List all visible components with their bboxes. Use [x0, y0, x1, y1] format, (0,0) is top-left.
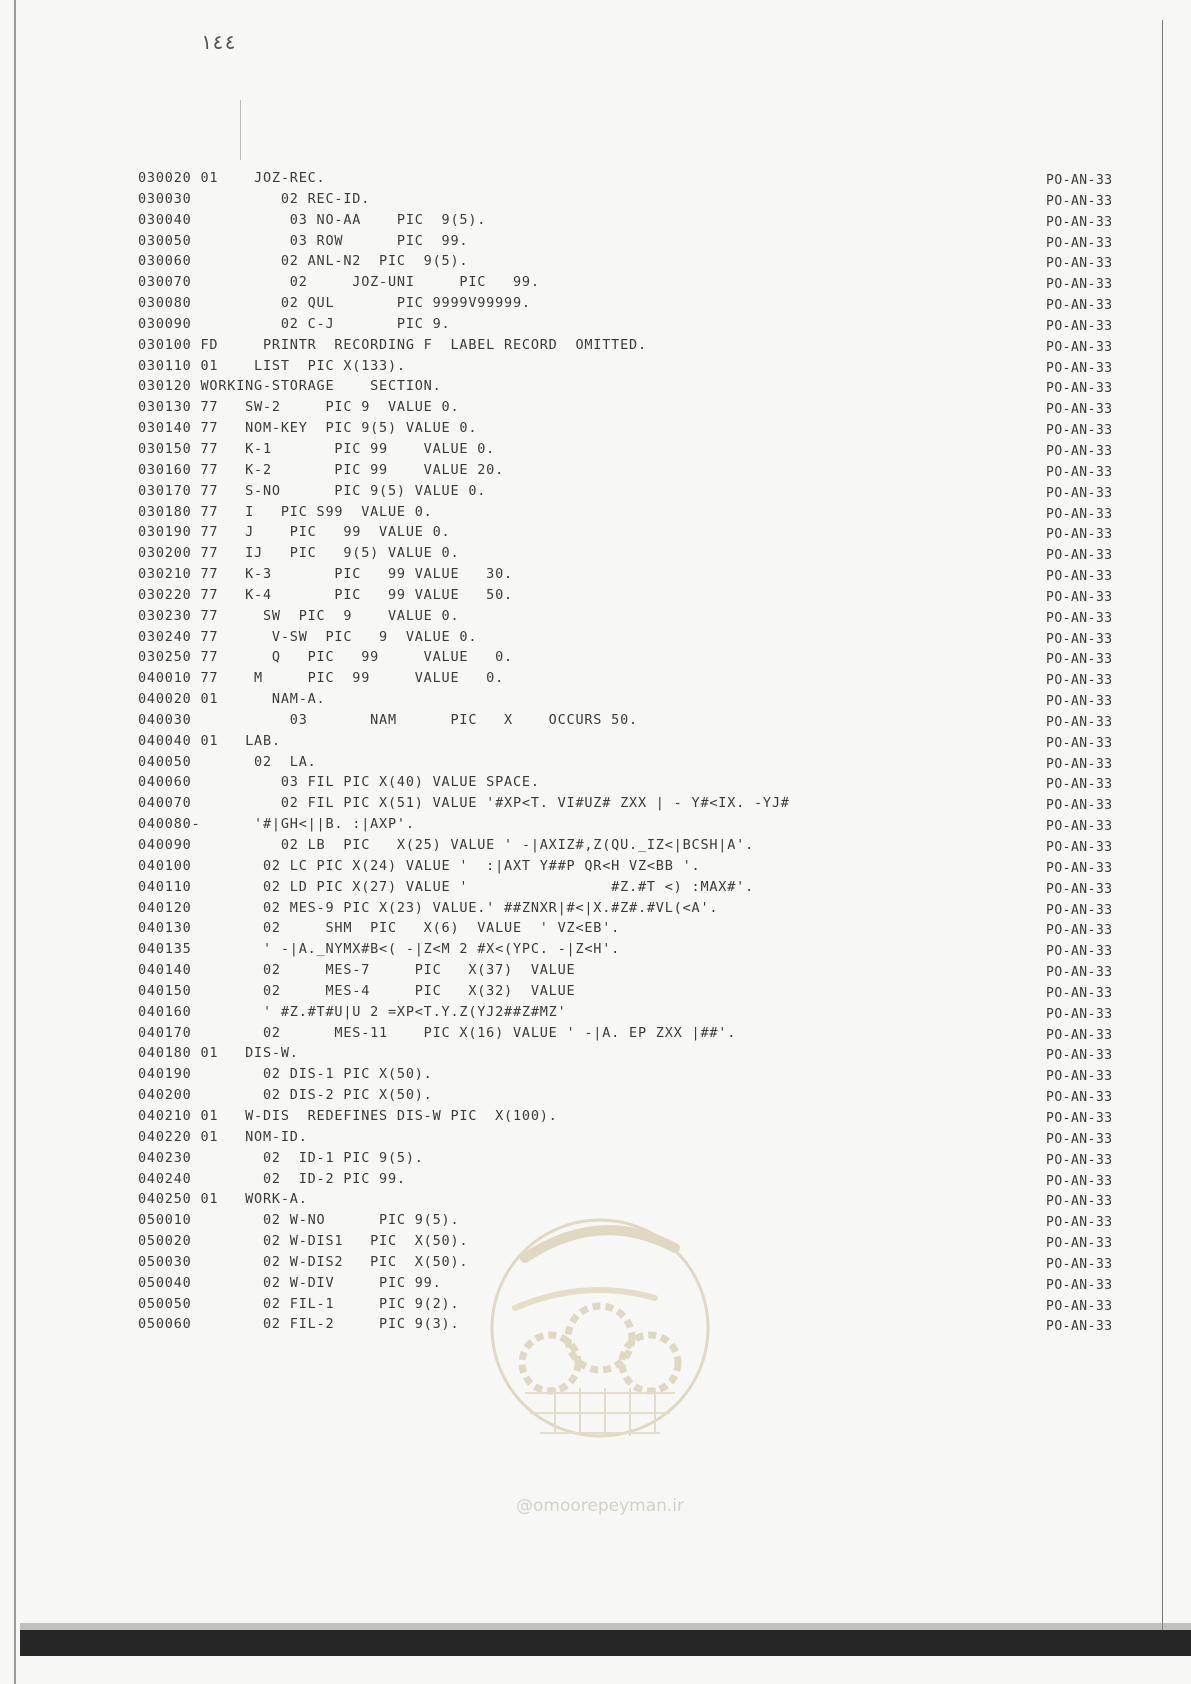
code-text: 040090 02 LB PIC X(25) VALUE ' -|AXIZ#,Z(QU._IZ<|BCSH|A'.	[138, 837, 755, 853]
code-line	[138, 668, 1158, 689]
code-text: 040180 01 DIS-W.	[138, 1045, 299, 1062]
program-id-tag: PO-AN-33	[1046, 339, 1113, 355]
watermark	[485, 1188, 715, 1538]
code-line	[138, 710, 1158, 731]
code-line	[138, 1169, 1158, 1190]
code-text: 040170 02 MES-11 PIC X(16) VALUE ' -|A. EP ZXX |##'.	[138, 1024, 737, 1041]
code-line	[138, 939, 1158, 960]
program-id-tag: PO-AN-33	[1046, 1090, 1113, 1106]
code-line	[138, 481, 1158, 502]
program-id-tag: PO-AN-33	[1046, 173, 1113, 188]
code-text: 040060 03 FIL PIC X(40) VALUE SPACE.	[138, 774, 540, 791]
scan-bottom-band	[20, 1630, 1191, 1656]
code-text: 050030 02 W-DIS2 PIC X(50).	[138, 1253, 469, 1270]
code-line	[138, 543, 1158, 564]
program-id-tag: PO-AN-33	[1046, 485, 1113, 501]
code-text: 030180 77 I PIC S99 VALUE 0.	[138, 503, 433, 520]
code-text: 030050 03 ROW PIC 99.	[138, 232, 469, 249]
code-line	[138, 918, 1158, 939]
code-line	[138, 1043, 1158, 1064]
code-text: 030250 77 Q PIC 99 VALUE 0.	[138, 649, 513, 666]
program-id-tag: PO-AN-33	[1046, 1006, 1113, 1022]
code-text: 040130 02 SHM PIC X(6) VALUE ' VZ<EB'.	[138, 920, 621, 937]
code-text: 040240 02 ID-2 PIC 99.	[138, 1170, 406, 1187]
code-text: 040100 02 LC PIC X(24) VALUE ' :|AXT Y##P QR<H VZ<BB '.	[138, 857, 701, 874]
code-text: 030130 77 SW-2 PIC 9 VALUE 0.	[138, 399, 460, 416]
program-id-tag: PO-AN-33	[1046, 527, 1113, 543]
code-text: 040030 03 NAM PIC X OCCURS 50.	[138, 711, 638, 728]
code-line	[138, 1106, 1158, 1127]
program-id-tag: PO-AN-33	[1046, 589, 1113, 605]
code-text: 040210 01 W-DIS REDEFINES DIS-W PIC X(100).	[138, 1107, 558, 1124]
code-line	[138, 1064, 1158, 1085]
code-line	[138, 502, 1158, 523]
program-id-tag: PO-AN-33	[1046, 610, 1113, 626]
code-text: 040040 01 LAB.	[138, 732, 281, 749]
program-id-tag: PO-AN-33	[1046, 360, 1113, 376]
program-id-tag: PO-AN-33	[1046, 714, 1113, 730]
program-id-tag: PO-AN-33	[1046, 1319, 1113, 1335]
code-text: 030210 77 K-3 PIC 99 VALUE 30.	[138, 566, 513, 583]
code-text: 030220 77 K-4 PIC 99 VALUE 50.	[138, 586, 513, 603]
program-id-tag: PO-AN-33	[1046, 1069, 1113, 1085]
code-text: 040140 02 MES-7 PIC X(37) VALUE	[138, 962, 576, 979]
program-id-tag: PO-AN-33	[1046, 569, 1113, 585]
code-line	[138, 627, 1158, 648]
code-line	[138, 981, 1158, 1002]
cobol-listing	[138, 168, 1158, 1335]
scan-left-edge	[14, 0, 16, 1684]
code-text: 030230 77 SW PIC 9 VALUE 0.	[138, 607, 460, 624]
program-id-tag: PO-AN-33	[1046, 1236, 1113, 1252]
code-text: 050020 02 W-DIS1 PIC X(50).	[138, 1233, 469, 1250]
program-id-tag: PO-AN-33	[1046, 1152, 1113, 1168]
code-line	[138, 439, 1158, 460]
code-line	[138, 293, 1158, 314]
code-line	[138, 397, 1158, 418]
code-text: 040010 77 M PIC 99 VALUE 0.	[138, 670, 505, 687]
program-id-tag: PO-AN-33	[1046, 631, 1113, 647]
code-line	[138, 835, 1158, 856]
code-text: 030190 77 J PIC 99 VALUE 0.	[138, 524, 451, 541]
code-text: 030120 WORKING-STORAGE SECTION.	[138, 378, 442, 395]
program-id-tag: PO-AN-33	[1046, 464, 1113, 480]
program-id-tag: PO-AN-33	[1046, 902, 1113, 918]
program-id-tag: PO-AN-33	[1046, 381, 1113, 397]
program-id-tag: PO-AN-33	[1046, 1048, 1113, 1064]
code-text: 030020 01 JOZ-REC.	[138, 170, 326, 186]
scan-mark	[240, 100, 241, 160]
code-text: 030150 77 K-1 PIC 99 VALUE 0.	[138, 440, 496, 457]
code-text: 030080 02 QUL PIC 9999V99999.	[138, 295, 531, 312]
program-id-tag: PO-AN-33	[1046, 443, 1113, 459]
code-line	[138, 460, 1158, 481]
code-line	[138, 1148, 1158, 1169]
program-id-tag: PO-AN-33	[1046, 777, 1113, 793]
program-id-tag: PO-AN-33	[1046, 840, 1113, 855]
code-line	[138, 356, 1158, 377]
code-line	[138, 1002, 1158, 1023]
code-line	[138, 772, 1158, 793]
program-id-tag: PO-AN-33	[1046, 923, 1113, 939]
page-number: ١٤٤	[200, 30, 237, 54]
watermark-site: @omoorepeyman.ir	[515, 1496, 685, 1516]
code-line	[138, 168, 1158, 189]
code-line	[138, 1023, 1158, 1044]
code-text: 030030 02 REC-ID.	[138, 190, 371, 207]
code-line	[138, 251, 1158, 272]
program-id-tag: PO-AN-33	[1046, 1110, 1113, 1126]
code-text: 030040 03 NO-AA PIC 9(5).	[138, 211, 487, 228]
code-line	[138, 898, 1158, 919]
code-line	[138, 1085, 1158, 1106]
code-line	[138, 877, 1158, 898]
program-id-tag: PO-AN-33	[1046, 548, 1113, 564]
program-id-tag: PO-AN-33	[1046, 673, 1113, 689]
code-text: 040120 02 MES-9 PIC X(23) VALUE.' ##ZNXR|#<|X.#Z#.#VL(<A'.	[138, 899, 719, 916]
code-line	[138, 231, 1158, 252]
code-text: 050040 02 W-DIV PIC 99.	[138, 1274, 442, 1291]
code-line	[138, 272, 1158, 293]
program-id-tag: PO-AN-33	[1046, 694, 1113, 710]
program-id-tag: PO-AN-33	[1046, 402, 1113, 418]
code-line	[138, 418, 1158, 439]
watermark-logo-icon	[485, 1188, 715, 1488]
code-text: 030240 77 V-SW PIC 9 VALUE 0.	[138, 628, 478, 645]
program-id-tag: PO-AN-33	[1046, 881, 1113, 897]
code-line	[138, 376, 1158, 397]
code-text: 040200 02 DIS-2 PIC X(50).	[138, 1087, 433, 1104]
code-line	[138, 647, 1158, 668]
code-text: 040190 02 DIS-1 PIC X(50).	[138, 1066, 433, 1083]
program-id-tag: PO-AN-33	[1046, 1277, 1113, 1293]
program-id-tag: PO-AN-33	[1046, 735, 1113, 751]
code-line	[138, 752, 1158, 773]
code-text: 040160 ' #Z.#T#U|U 2 =XP<T.Y.Z(YJ2##Z#MZ'	[138, 1003, 567, 1020]
code-line	[138, 585, 1158, 606]
code-text: 030100 FD PRINTR RECORDING F LABEL RECORD OMITTED.	[138, 336, 647, 353]
code-text: 030060 02 ANL-N2 PIC 9(5).	[138, 253, 469, 270]
code-line	[138, 314, 1158, 335]
code-text: 040230 02 ID-1 PIC 9(5).	[138, 1149, 424, 1166]
program-id-tag: PO-AN-33	[1046, 944, 1113, 960]
code-text: 040080- '#|GH<||B. :|AXP'.	[138, 816, 415, 833]
program-id-tag: PO-AN-33	[1046, 798, 1113, 814]
program-id-tag: PO-AN-33	[1046, 1131, 1113, 1147]
code-text: 040220 01 NOM-ID.	[138, 1128, 308, 1145]
program-id-tag: PO-AN-33	[1046, 235, 1113, 251]
code-line	[138, 689, 1158, 710]
code-text: 030200 77 IJ PIC 9(5) VALUE 0.	[138, 545, 460, 562]
program-id-tag: PO-AN-33	[1046, 298, 1113, 314]
program-id-tag: PO-AN-33	[1046, 985, 1113, 1001]
code-text: 030140 77 NOM-KEY PIC 9(5) VALUE 0.	[138, 420, 478, 437]
program-id-tag: PO-AN-33	[1046, 652, 1113, 668]
code-text: 030090 02 C-J PIC 9.	[138, 315, 451, 332]
code-line	[138, 793, 1158, 814]
scan-right-edge	[1162, 20, 1163, 1640]
code-text: 040020 01 NAM-A.	[138, 691, 326, 708]
program-id-tag: PO-AN-33	[1046, 965, 1113, 981]
code-text: 040150 02 MES-4 PIC X(32) VALUE	[138, 982, 576, 999]
code-text: 050050 02 FIL-1 PIC 9(2).	[138, 1295, 460, 1312]
program-id-tag: PO-AN-33	[1046, 193, 1113, 209]
program-id-tag: PO-AN-33	[1046, 1194, 1113, 1210]
code-line	[138, 189, 1158, 210]
program-id-tag: PO-AN-33	[1046, 318, 1113, 334]
program-id-tag: PO-AN-33	[1046, 277, 1113, 293]
program-id-tag: PO-AN-33	[1046, 1298, 1113, 1314]
code-line	[138, 814, 1158, 835]
code-line	[138, 960, 1158, 981]
program-id-tag: PO-AN-33	[1046, 256, 1113, 272]
code-line	[138, 606, 1158, 627]
code-text: 030110 01 LIST PIC X(133).	[138, 357, 406, 374]
code-line	[138, 564, 1158, 585]
code-text: 040250 01 WORK-A.	[138, 1191, 308, 1208]
code-text: 040070 02 FIL PIC X(51) VALUE '#XP<T. VI#UZ# ZXX | - Y#<IX. -YJ#	[138, 795, 790, 812]
code-text: 040110 02 LD PIC X(27) VALUE ' #Z.#T <) :MAX#'.	[138, 878, 755, 895]
code-line	[138, 856, 1158, 877]
program-id-tag: PO-AN-33	[1046, 506, 1113, 522]
code-line	[138, 335, 1158, 356]
code-text: 030160 77 K-2 PIC 99 VALUE 20.	[138, 461, 505, 478]
code-line	[138, 210, 1158, 231]
code-text: 050010 02 W-NO PIC 9(5).	[138, 1212, 460, 1229]
code-text: 040050 02 LA.	[138, 753, 317, 770]
program-id-tag: PO-AN-33	[1046, 1027, 1113, 1043]
program-id-tag: PO-AN-33	[1046, 819, 1113, 835]
program-id-tag: PO-AN-33	[1046, 1173, 1113, 1189]
program-id-tag: PO-AN-33	[1046, 423, 1113, 439]
code-text: 030070 02 JOZ-UNI PIC 99.	[138, 274, 540, 291]
code-line	[138, 1127, 1158, 1148]
code-text: 030170 77 S-NO PIC 9(5) VALUE 0.	[138, 482, 487, 499]
program-id-tag: PO-AN-33	[1046, 1215, 1113, 1231]
program-id-tag: PO-AN-33	[1046, 214, 1113, 230]
code-line	[138, 731, 1158, 752]
code-line	[138, 522, 1158, 543]
program-id-tag: PO-AN-33	[1046, 860, 1113, 876]
program-id-tag: PO-AN-33	[1046, 1256, 1113, 1272]
program-id-tag: PO-AN-33	[1046, 756, 1113, 772]
code-text: 040135 ' -|A._NYMX#B<( -|Z<M 2 #X<(YPC. -|Z<H'.	[138, 941, 621, 958]
code-text: 050060 02 FIL-2 PIC 9(3).	[138, 1316, 460, 1333]
